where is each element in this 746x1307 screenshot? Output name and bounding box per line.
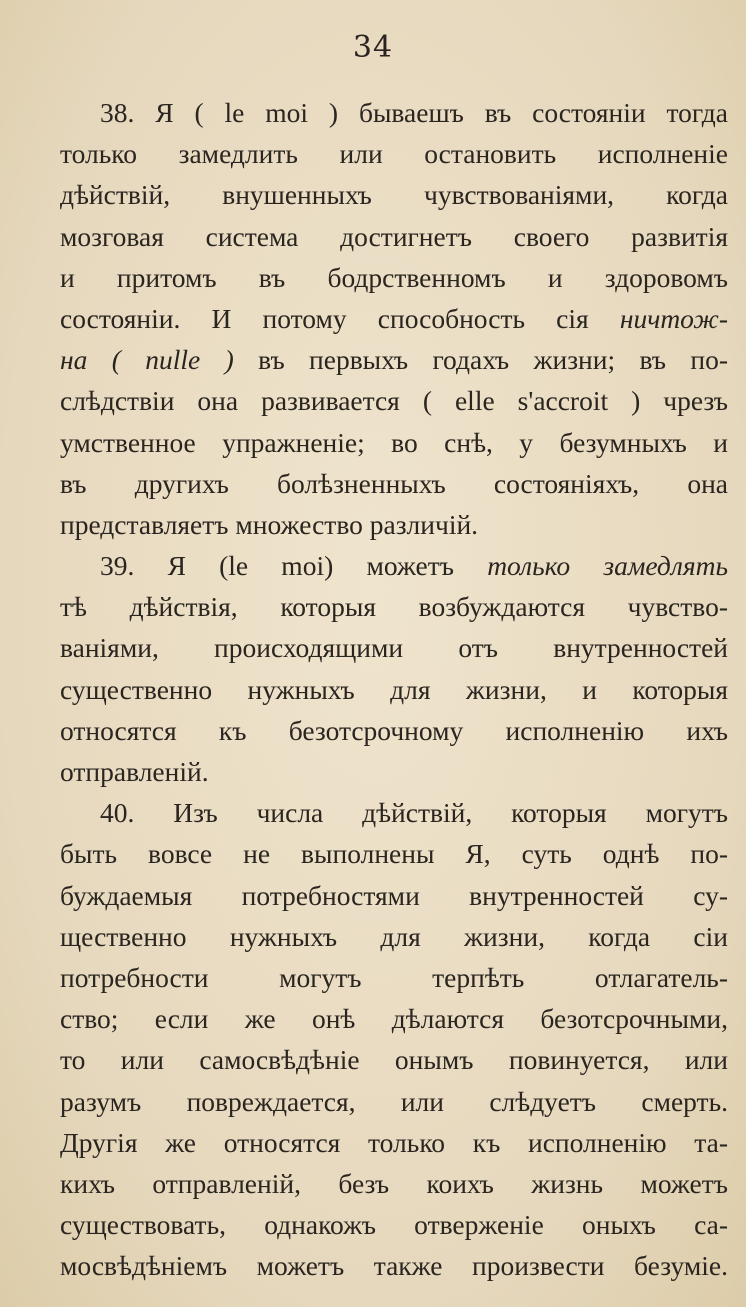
text-segment: 38. Я ( le moi ) бываешъ въ состояніи тогда — [100, 97, 728, 128]
text-segment: дѣйствій, внушенныхъ чувствованіями, когда — [60, 179, 728, 211]
text-segment: относятся къ безотсрочному исполненію ихъ — [60, 714, 728, 746]
text-segment: ство; если же онѣ дѣлаются безотсрочными, — [60, 1003, 728, 1035]
text-line — [60, 669, 728, 710]
text-segment: только замедлять — [487, 550, 728, 582]
text-line — [60, 875, 728, 916]
text-line — [60, 1245, 728, 1286]
text-segment: умственное упражненіе; во снѣ, у безумныхъ и — [60, 426, 728, 458]
text-line — [60, 133, 728, 174]
text-line — [60, 627, 728, 668]
text-segment: разумъ повреждается, или слѣдуетъ смерть. — [60, 1085, 728, 1117]
text-segment: ничтож- — [619, 302, 728, 334]
text-line — [60, 298, 728, 339]
text-line — [60, 216, 728, 257]
text-segment: представляетъ множество различій. — [60, 508, 479, 540]
body-text — [60, 92, 728, 1286]
text-line — [60, 422, 728, 463]
text-line — [60, 1039, 728, 1080]
text-segment: тѣ дѣйствія, которыя возбуждаются чувство- — [60, 591, 728, 623]
text-line — [60, 792, 728, 833]
text-line — [60, 1081, 728, 1122]
text-line — [60, 463, 728, 504]
text-segment: существенно нужныхъ для жизни, и которыя — [60, 673, 728, 705]
text-segment: ваніями, происходящими отъ внутренностей — [60, 632, 728, 664]
text-line — [60, 339, 728, 380]
text-segment: въ первыхъ годахъ жизни; въ по- — [233, 344, 728, 376]
text-line — [60, 1204, 728, 1245]
text-segment: отправленій. — [60, 756, 209, 787]
text-segment: потребности могутъ терпѣть отлагатель- — [60, 961, 728, 993]
text-line — [60, 92, 728, 133]
text-line — [60, 998, 728, 1039]
text-segment: мосвѣдѣніемъ можетъ также произвести безуміе. — [60, 1250, 728, 1282]
text-line — [60, 504, 728, 545]
text-line — [60, 174, 728, 215]
text-segment: и притомъ въ бодрственномъ и здоровомъ — [60, 261, 728, 293]
text-line — [60, 1122, 728, 1163]
text-segment: только замедлить или остановить исполненіе — [60, 138, 728, 170]
text-segment: существовать, однакожъ отверженіе оныхъ са- — [60, 1209, 728, 1241]
text-segment: то или самосвѣдѣніе онымъ повинуется, или — [60, 1044, 728, 1076]
text-segment: въ другихъ болѣзненныхъ состояніяхъ, она — [60, 467, 728, 499]
text-segment: Другія же относятся только къ исполненію та- — [60, 1126, 728, 1158]
text-line — [60, 1163, 728, 1204]
text-line — [60, 833, 728, 874]
text-segment: буждаемыя потребностями внутренностей су- — [60, 879, 728, 911]
text-segment: щественно нужныхъ для жизни, когда сіи — [60, 920, 728, 952]
text-segment: быть вовсе не выполнены Я, суть однѣ по- — [60, 838, 728, 870]
text-line — [60, 916, 728, 957]
text-segment: 40. Изъ числа дѣйствій, которыя могутъ — [100, 797, 728, 829]
text-line — [60, 957, 728, 998]
text-segment: состояніи. И потому способность сія — [60, 302, 620, 334]
text-line — [60, 257, 728, 298]
text-segment: мозговая система достигнетъ своего развитія — [60, 220, 728, 252]
page-number: 34 — [352, 30, 394, 65]
text-line — [60, 751, 728, 792]
text-segment: на ( nulle ) — [60, 344, 234, 376]
text-line — [60, 710, 728, 751]
text-segment: кихъ отправленій, безъ коихъ жизнь можетъ — [60, 1167, 728, 1199]
text-line — [60, 380, 728, 421]
text-line — [60, 586, 728, 627]
text-segment: слѣдствіи она развивается ( elle s'accroit ) чрезъ — [60, 385, 728, 417]
text-segment: 39. Я (le moi) можетъ — [100, 550, 488, 582]
text-line — [60, 545, 728, 586]
